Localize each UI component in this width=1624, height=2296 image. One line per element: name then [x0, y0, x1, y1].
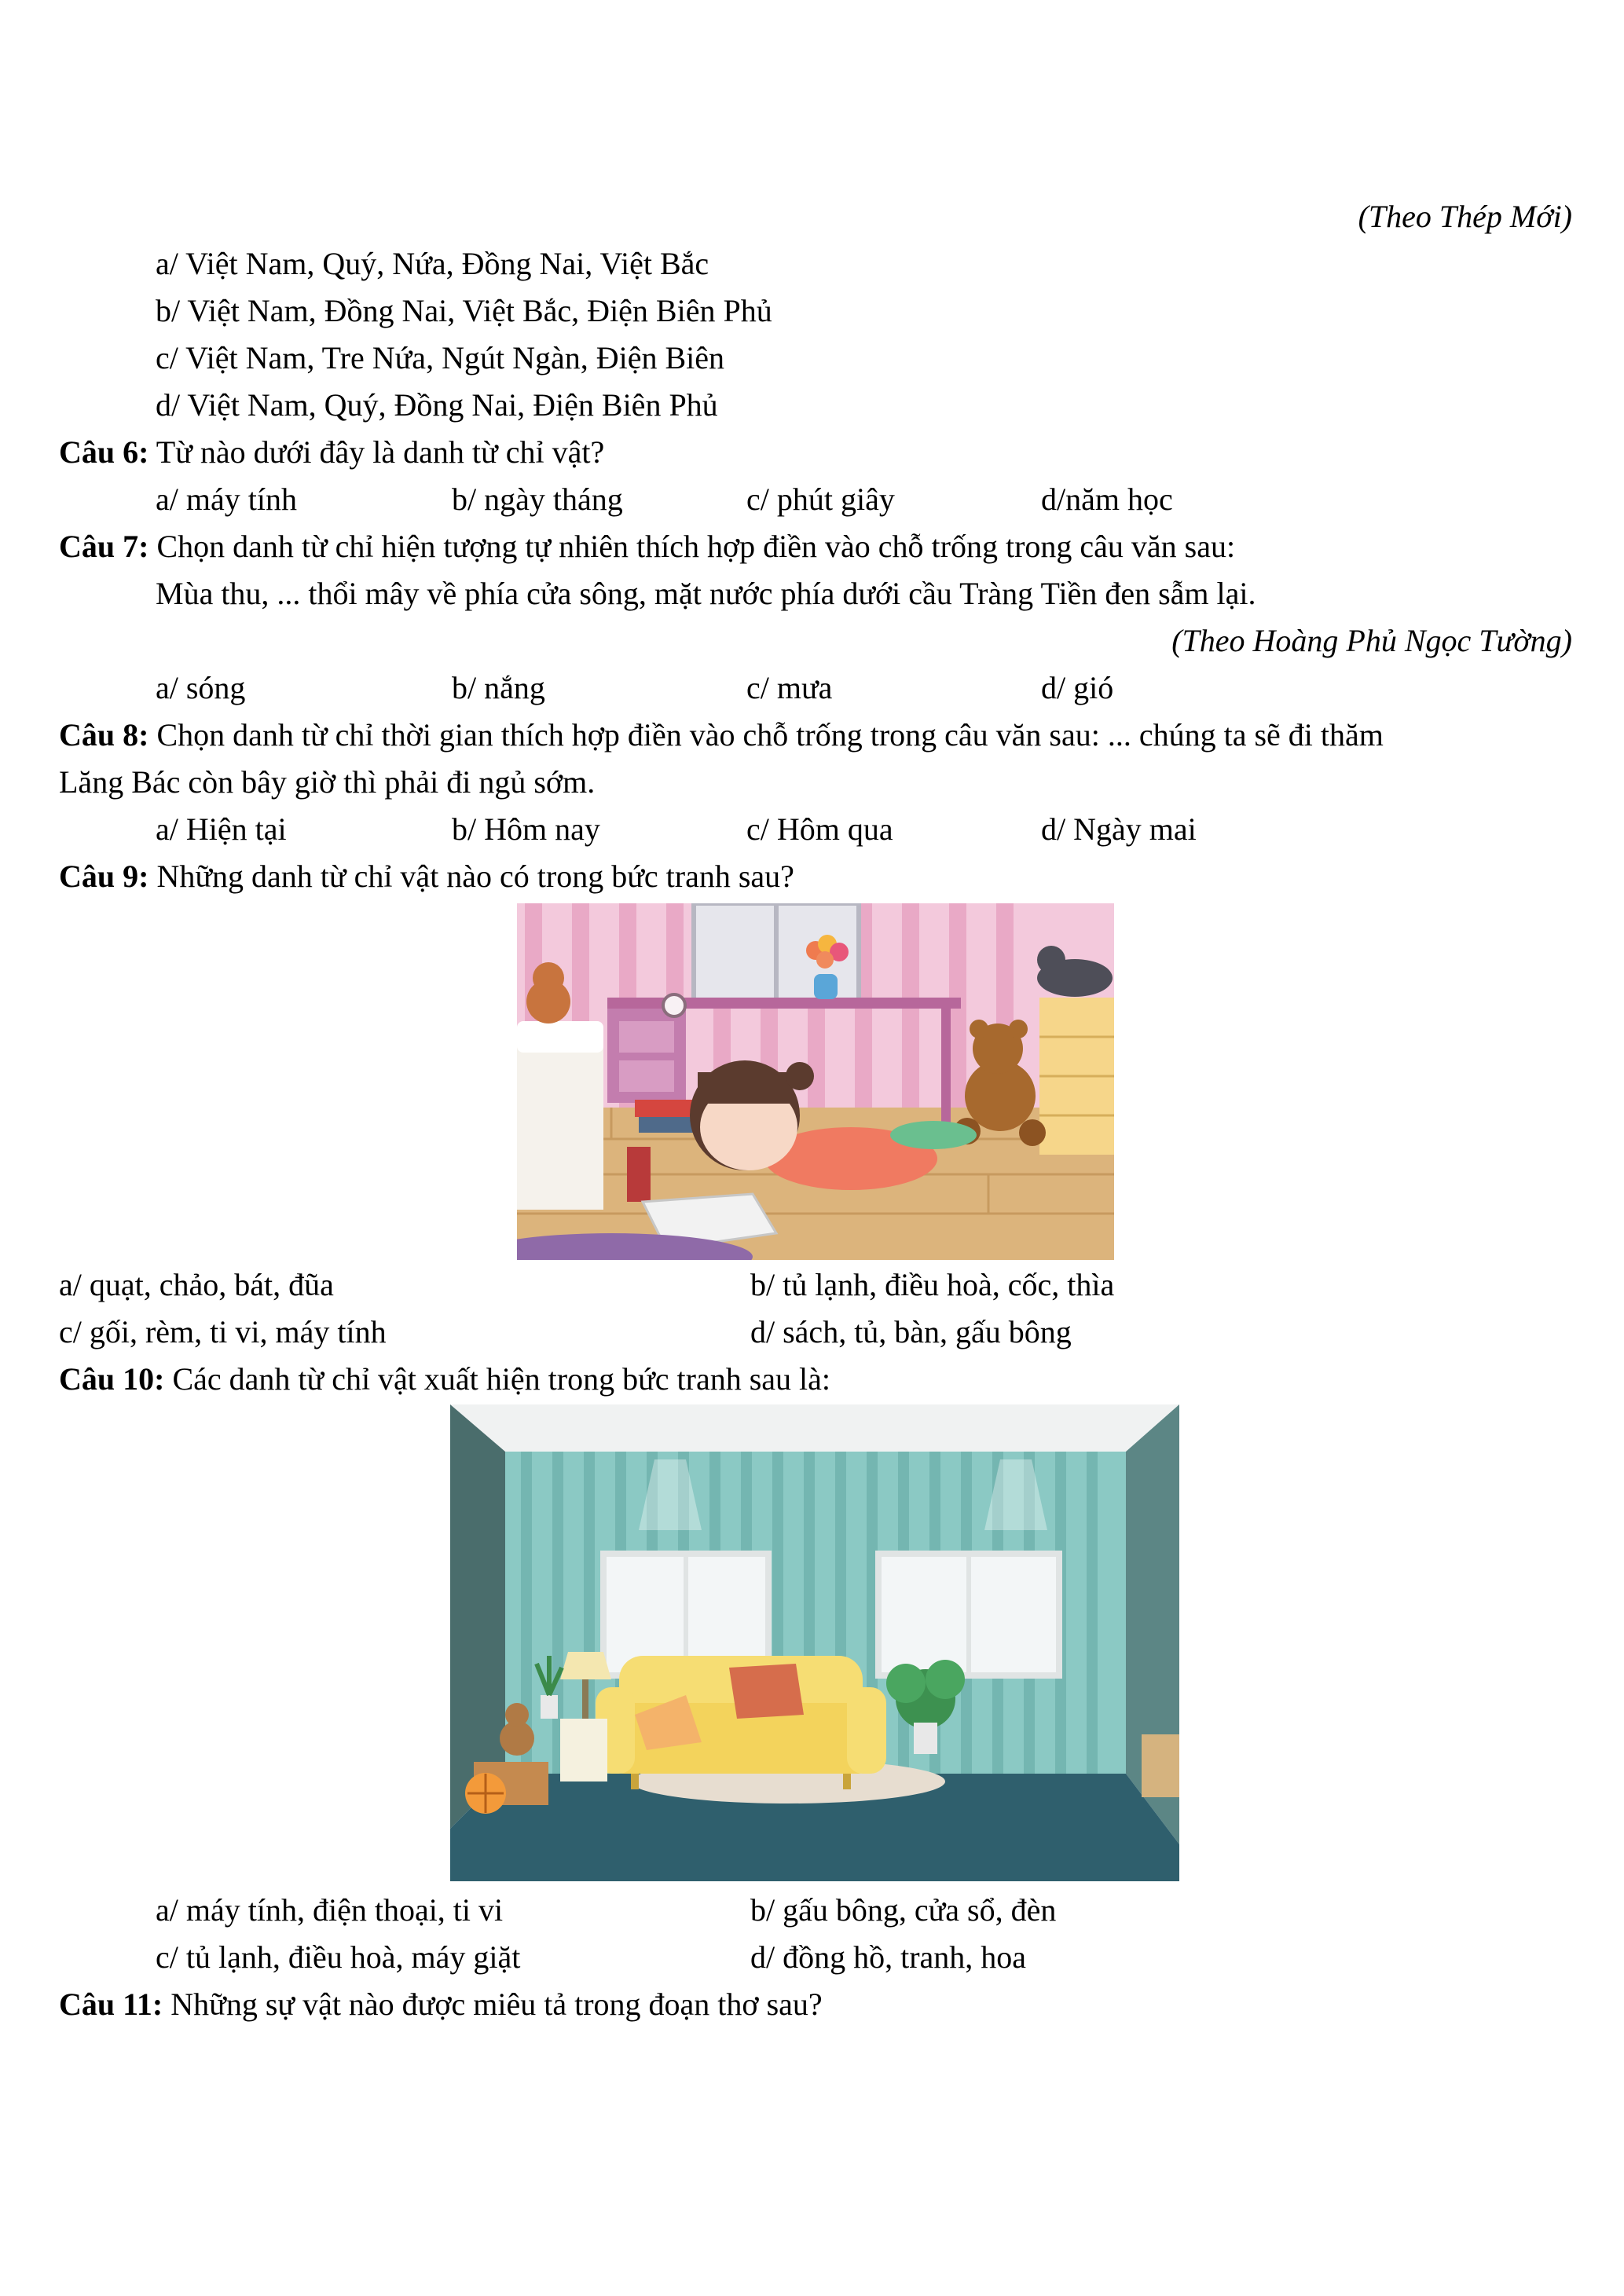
question-11	[59, 1986, 823, 2023]
q8-option-a: a/ Hiện tại	[156, 811, 287, 847]
q7-option-c: c/ mưa	[746, 670, 833, 705]
q7-option-a: a/ sóng	[156, 670, 246, 705]
q7-sentence: Mùa thu, ... thổi mây về phía cửa sông, mặt nước phía dưới cầu Tràng Tiền đen sẫm lại.	[156, 576, 1256, 611]
q10-option-d: d/ đồng hồ, tranh, hoa	[750, 1939, 1027, 1975]
question-7	[59, 528, 1235, 566]
question-9	[59, 858, 794, 895]
q10-text: Các danh từ chỉ vật xuất hiện trong bức tranh sau là:	[164, 1361, 831, 1397]
q7-source: (Theo Hoàng Phủ Ngọc Tường)	[1171, 623, 1572, 658]
q5-option-b: b/ Việt Nam, Đồng Nai, Việt Bắc, Điện Biên Phủ	[156, 293, 772, 328]
q8-option-d: d/ Ngày mai	[1041, 811, 1197, 847]
q7-text: Chọn danh từ chỉ hiện tượng tự nhiên thích hợp điền vào chỗ trống trong câu văn sau:	[148, 529, 1236, 564]
q9-text: Những danh từ chỉ vật nào có trong bức tranh sau?	[148, 859, 794, 894]
q9-label: Câu 9:	[59, 859, 149, 894]
q7-label: Câu 7:	[59, 529, 149, 564]
q5-option-a: a/ Việt Nam, Quý, Nứa, Đồng Nai, Việt Bắc	[156, 246, 709, 281]
bedroom-illustration	[517, 903, 1114, 1260]
q10-option-a: a/ máy tính, điện thoại, ti vi	[156, 1892, 504, 1928]
living-room-illustration	[450, 1404, 1179, 1881]
bedroom-picture	[517, 903, 1114, 1260]
q6-text: Từ nào dưới đây là danh từ chỉ vật?	[148, 434, 605, 470]
q6-option-b: b/ ngày tháng	[452, 482, 623, 517]
question-6	[59, 434, 604, 471]
q11-label: Câu 11:	[59, 1987, 163, 2022]
q8-label: Câu 8:	[59, 717, 149, 753]
q11-text: Những sự vật nào được miêu tả trong đoạn thơ sau?	[163, 1987, 823, 2022]
q9-option-c: c/ gối, rèm, ti vi, máy tính	[59, 1314, 387, 1349]
q10-label: Câu 10:	[59, 1361, 165, 1397]
q9-option-b: b/ tủ lạnh, điều hoà, cốc, thìa	[750, 1267, 1115, 1302]
q10-option-b: b/ gấu bông, cửa sổ, đèn	[750, 1892, 1057, 1928]
q6-option-a: a/ máy tính	[156, 482, 297, 517]
question-10	[59, 1360, 830, 1398]
q6-option-d: d/năm học	[1041, 482, 1173, 517]
q6-option-c: c/ phút giây	[746, 482, 895, 517]
q6-label: Câu 6:	[59, 434, 149, 470]
q9-option-a: a/ quạt, chảo, bát, đũa	[59, 1267, 334, 1302]
q7-option-b: b/ nắng	[452, 670, 545, 705]
q10-option-c: c/ tủ lạnh, điều hoà, máy giặt	[156, 1939, 521, 1975]
q8-option-c: c/ Hôm qua	[746, 811, 893, 847]
q5-option-c: c/ Việt Nam, Tre Nứa, Ngút Ngàn, Điện Biên	[156, 340, 725, 375]
source-thep-moi: (Theo Thép Mới)	[1358, 199, 1572, 234]
q8-text: Chọn danh từ chỉ thời gian thích hợp điền vào chỗ trống trong câu văn sau: ... chúng ta sẽ đi thăm	[148, 717, 1384, 753]
q9-option-d: d/ sách, tủ, bàn, gấu bông	[750, 1314, 1072, 1349]
q5-option-d: d/ Việt Nam, Quý, Đồng Nai, Điện Biên Phủ	[156, 387, 718, 423]
question-8	[59, 716, 1384, 754]
q7-option-d: d/ gió	[1041, 670, 1114, 705]
living-room-picture	[450, 1404, 1179, 1881]
q8-option-b: b/ Hôm nay	[452, 811, 600, 847]
q8-text-continued: Lăng Bác còn bây giờ thì phải đi ngủ sớm.	[59, 764, 596, 800]
